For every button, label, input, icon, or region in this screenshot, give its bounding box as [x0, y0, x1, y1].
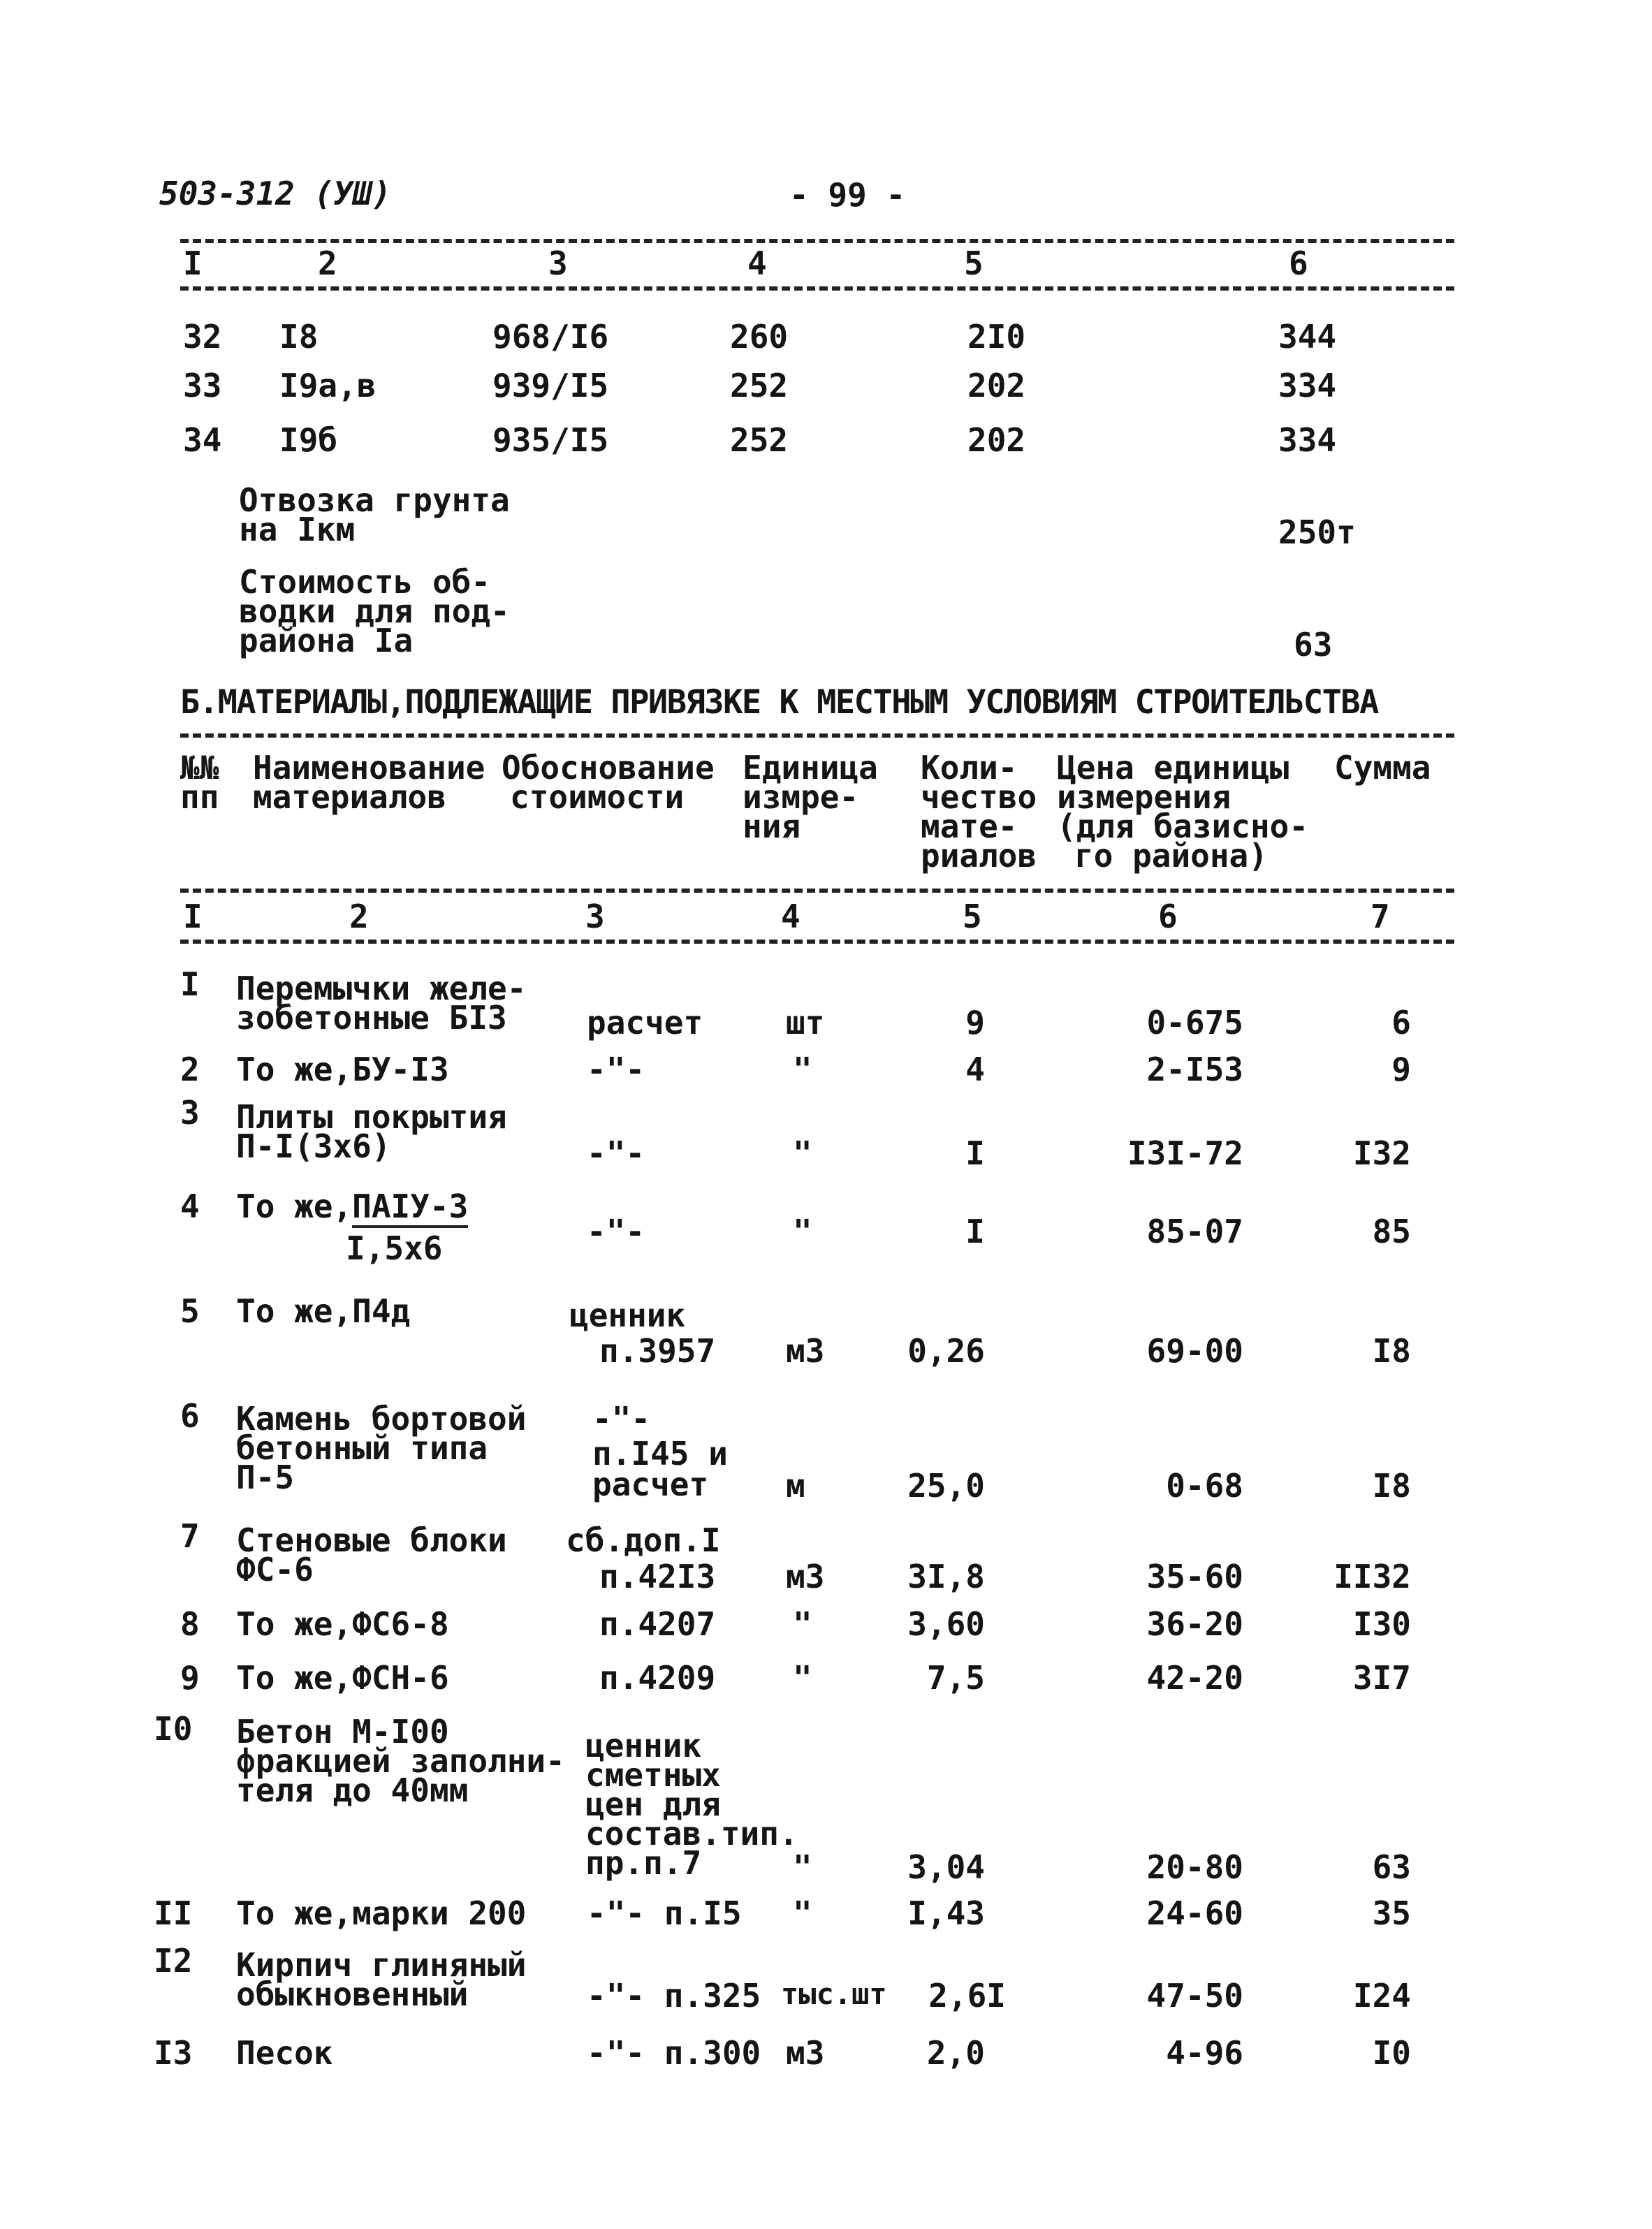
doc-code-text: 503-312 [159, 175, 295, 212]
quantity: 9 [965, 1004, 985, 1042]
page-number: - 99 - [789, 176, 906, 214]
header-price: Цена единицы [1057, 749, 1289, 787]
row-number: 9 [180, 1659, 200, 1697]
basis: -"- п.325 [587, 1977, 761, 2015]
unit-price: I3I-72 [1127, 1134, 1243, 1172]
header-name: материалов [253, 778, 446, 816]
unit: м3 [786, 1558, 825, 1595]
row-number: I [180, 965, 200, 1003]
divider [180, 286, 1454, 291]
divider [180, 239, 1454, 243]
material-name: Кирпич глиняный [236, 1946, 527, 1984]
unit: " [793, 1605, 812, 1643]
material-name: Плиты покрытия [236, 1098, 507, 1136]
column-number: I [183, 244, 203, 282]
unit: шт [786, 1004, 825, 1042]
quantity: 3,60 [907, 1605, 985, 1643]
material-name: зобетонные БI3 [236, 999, 507, 1037]
basis: сб.доп.I [566, 1521, 721, 1559]
soil-value: 250т [1278, 513, 1356, 551]
quantity: 3,04 [907, 1848, 985, 1886]
material-name: Песок [236, 2034, 333, 2072]
unit-price: 69-00 [1146, 1332, 1243, 1370]
basis: расчет [587, 1004, 703, 1042]
unit: " [793, 1134, 812, 1172]
cell: I8 [279, 318, 319, 356]
row-number: I3 [154, 2034, 193, 2072]
unit: " [793, 1894, 812, 1932]
unit-price: 20-80 [1146, 1848, 1243, 1886]
cost-label: водки для под- [239, 592, 510, 630]
column-number: 6 [1158, 898, 1178, 935]
column-number: 7 [1370, 898, 1390, 935]
unit: м3 [786, 2034, 825, 2072]
quantity: 3I,8 [907, 1558, 985, 1595]
quantity: 2,6I [928, 1977, 1006, 2015]
header-qty: чество [921, 778, 1037, 816]
sum: I30 [1352, 1605, 1411, 1643]
header-num: №№ [180, 749, 219, 787]
quantity: I [965, 1134, 985, 1172]
basis: пр.п.7 [585, 1844, 702, 1882]
unit-price: 42-20 [1146, 1659, 1243, 1697]
column-number: 2 [349, 898, 369, 935]
row-number: 6 [180, 1397, 200, 1435]
material-name [236, 1187, 468, 1225]
material-name-numerator: ПАIУ-3 [352, 1187, 468, 1228]
basis: -"- [587, 1134, 645, 1172]
cell: 935/I5 [492, 421, 609, 459]
row-number: 33 [183, 367, 222, 404]
cell: 252 [730, 421, 789, 459]
quantity: 7,5 [926, 1659, 985, 1697]
row-number: 32 [183, 318, 222, 356]
header-price: го района) [1074, 837, 1268, 875]
basis: -"- [587, 1213, 645, 1250]
basis: п.4209 [599, 1659, 716, 1697]
basis: сметных [585, 1756, 721, 1794]
basis: состав.тип. [585, 1815, 798, 1852]
cell: 252 [730, 367, 789, 404]
column-number: 5 [963, 898, 982, 935]
row-number: 2 [180, 1051, 200, 1088]
header-sum: Сумма [1334, 749, 1431, 787]
material-name: Перемычки желе- [236, 970, 527, 1007]
unit-price: 0-675 [1146, 1004, 1243, 1042]
quantity: 4 [965, 1051, 985, 1088]
column-number: 3 [585, 898, 605, 935]
basis: -"- п.300 [587, 2034, 761, 2072]
column-number: 5 [964, 244, 984, 282]
basis: п.42I3 [599, 1558, 716, 1595]
material-name: То же,БУ-I3 [236, 1051, 449, 1088]
basis: п.3957 [599, 1332, 716, 1370]
row-number: 8 [180, 1605, 200, 1643]
header-price: (для базисно- [1057, 807, 1309, 845]
material-name: То же,ФСН-6 [236, 1659, 449, 1697]
material-name: бетонный типа [236, 1429, 488, 1467]
header-qty: риалов [921, 837, 1037, 875]
document-code [159, 175, 391, 212]
sum: 63 [1372, 1848, 1411, 1886]
header-unit: ния [743, 807, 801, 845]
header-qty: мате- [921, 807, 1018, 845]
row-number: 4 [180, 1187, 200, 1225]
header-price: измерения [1057, 778, 1231, 816]
divider [180, 940, 1454, 944]
cost-label: Стоимость об- [239, 563, 491, 601]
unit-price: 85-07 [1146, 1213, 1243, 1250]
column-number: 2 [318, 244, 337, 282]
cell: 334 [1278, 421, 1337, 459]
unit-price: 4-96 [1166, 2034, 1243, 2072]
row-number: 3 [180, 1094, 200, 1132]
quantity: 2,0 [926, 2034, 985, 2072]
unit-price: 2-I53 [1146, 1051, 1243, 1088]
header-num: пп [180, 778, 219, 816]
cell: I9а,в [279, 367, 377, 404]
cost-value: 63 [1294, 626, 1333, 664]
unit-price: 0-68 [1166, 1467, 1243, 1505]
cost-label: района Iа [239, 622, 414, 659]
quantity: I [965, 1213, 985, 1250]
soil-label: Отвозка грунта [239, 481, 510, 519]
quantity: 0,26 [907, 1332, 985, 1370]
column-number: 6 [1289, 244, 1308, 282]
unit: " [793, 1659, 812, 1697]
material-name: обыкновенный [236, 1975, 469, 2013]
header-name: Наименование [253, 749, 485, 787]
material-name: То же,П4д [236, 1292, 411, 1330]
unit-price: 35-60 [1146, 1558, 1243, 1595]
unit: " [793, 1848, 812, 1886]
column-number: I [183, 898, 203, 935]
cell: 260 [730, 318, 789, 356]
cell: 2I0 [967, 318, 1026, 356]
row-number: I2 [154, 1942, 193, 1980]
basis: ценник [569, 1296, 686, 1334]
sum: I8 [1372, 1467, 1411, 1505]
material-name-denominator: I,5х6 [346, 1229, 443, 1267]
sum: I24 [1352, 1977, 1411, 2015]
unit: м [786, 1467, 805, 1505]
basis: -"- п.I5 [587, 1894, 742, 1932]
unit-price: 36-20 [1146, 1605, 1243, 1643]
sum: I8 [1372, 1332, 1411, 1370]
soil-label: на Iкм [239, 511, 356, 548]
header-unit: измре- [743, 778, 859, 816]
row-number: 7 [180, 1517, 200, 1555]
row-number: 5 [180, 1292, 200, 1330]
unit: тыс.шт [781, 1977, 887, 2011]
material-name: Стеновые блоки [236, 1521, 507, 1559]
header-basis: Обоснование [502, 749, 715, 787]
cell: I9б [279, 421, 338, 459]
material-name: То же,ФС6-8 [236, 1605, 449, 1643]
sum: II32 [1333, 1558, 1411, 1595]
sum: 3I7 [1352, 1659, 1411, 1697]
header-qty: Коли- [921, 749, 1018, 787]
quantity: 25,0 [907, 1467, 985, 1505]
doc-volume-text: (УШ) [314, 175, 392, 212]
column-number: 3 [548, 244, 568, 282]
unit: " [793, 1051, 812, 1088]
header-basis: стоимости [510, 778, 685, 816]
header-unit: Единица [743, 749, 878, 787]
basis: -"- [587, 1051, 645, 1088]
column-number: 4 [781, 898, 801, 935]
basis: цен для [585, 1785, 721, 1823]
material-name: Бетон М-I00 [236, 1713, 449, 1751]
cell: 968/I6 [492, 318, 609, 356]
material-name: То же,марки 200 [236, 1894, 527, 1932]
section-title: Б.МАТЕРИАЛЫ,ПОДЛЕЖАЩИЕ ПРИВЯЗКЕ К МЕСТНЫМ УСЛОВИЯМ СТРОИТЕЛЬСТВА [180, 683, 1378, 722]
cell: 344 [1278, 318, 1337, 356]
sum: I32 [1352, 1134, 1411, 1172]
basis: п.4207 [599, 1605, 716, 1643]
material-name: П-5 [236, 1459, 295, 1496]
material-name: Камень бортовой [236, 1400, 527, 1438]
cell: 939/I5 [492, 367, 609, 404]
cell: 334 [1278, 367, 1337, 404]
divider [180, 889, 1454, 893]
unit-price: 47-50 [1146, 1977, 1243, 2015]
unit: м3 [786, 1332, 825, 1370]
row-number: II [154, 1894, 193, 1932]
sum: 35 [1372, 1894, 1411, 1932]
basis: -"- [592, 1400, 651, 1438]
unit: " [793, 1213, 812, 1250]
material-name: фракцией заполни- [236, 1742, 565, 1780]
material-name: теля до 40мм [236, 1771, 469, 1809]
cell: 202 [967, 421, 1026, 459]
divider [180, 733, 1454, 738]
row-number: 34 [183, 421, 222, 459]
row-number: I0 [154, 1710, 193, 1748]
cell: 202 [967, 367, 1026, 404]
sum: I0 [1372, 2034, 1411, 2072]
basis: ценник [585, 1727, 702, 1764]
sum: 9 [1391, 1051, 1411, 1088]
material-name: П-I(3х6) [236, 1127, 391, 1165]
basis: п.I45 и [592, 1435, 728, 1472]
quantity: I,43 [907, 1894, 985, 1932]
material-name: ФС-6 [236, 1551, 314, 1588]
unit-price: 24-60 [1146, 1894, 1243, 1932]
material-name-prefix: То же, [236, 1187, 353, 1225]
sum: 6 [1391, 1004, 1411, 1042]
sum: 85 [1372, 1213, 1411, 1250]
column-number: 4 [747, 244, 767, 282]
basis: расчет [592, 1466, 709, 1503]
